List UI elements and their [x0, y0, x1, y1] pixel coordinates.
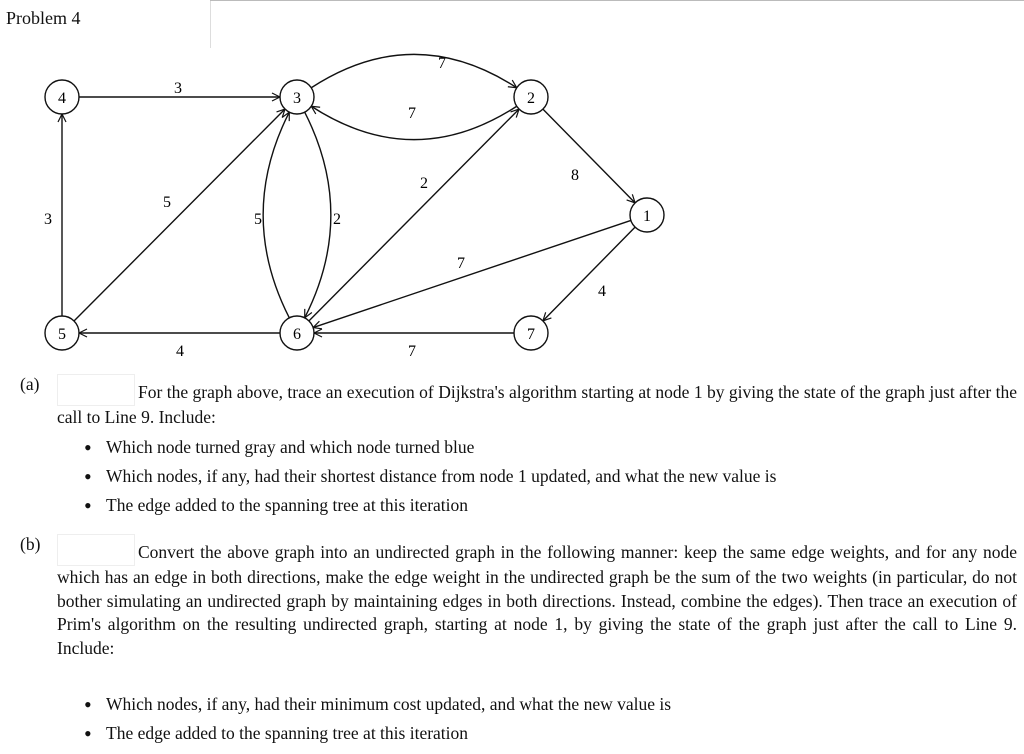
- node-7: [514, 316, 548, 350]
- node-label: 3: [293, 90, 301, 107]
- edge-weight-label: 8: [571, 167, 579, 184]
- edge-weight-label: 2: [420, 175, 428, 192]
- part-b-bullets: [84, 690, 671, 748]
- edge-weight-label: 5: [163, 194, 171, 211]
- list-item: • Which nodes, if any, had their shortest distance from node 1 updated, and what the new value is: [84, 462, 776, 491]
- part-a-text: [57, 374, 1017, 430]
- edge-2-1: [543, 109, 635, 203]
- part-b-text: [57, 534, 1017, 660]
- edge-weight-label: 4: [176, 343, 184, 360]
- node-label: 6: [293, 326, 301, 343]
- node-6: [280, 316, 314, 350]
- edge-weight-label: 7: [408, 105, 416, 122]
- part-b-prompt: Convert the above graph into an undirected graph in the following manner: keep the same edge weights, and for any node which has an edge in both directions, make the edge weight in the undirected graph be the sum of the two weights (in particular, do not bother simulating an undirected graph by maintaining edges in both directions. Instead, combine the edges). Then trace an execution of Prim's algorithm on the resulting undirected graph, starting at node 1, by giving the state of the graph just after the call to Line 9. Include:: [57, 542, 1017, 658]
- list-item: • The edge added to the spanning tree at this iteration: [84, 719, 671, 748]
- edge-1-6: [313, 220, 631, 327]
- edge-weight-label: 7: [438, 55, 446, 72]
- list-item: • The edge added to the spanning tree at this iteration: [84, 491, 776, 520]
- edge-3-2: [311, 54, 516, 87]
- edge-weight-label: 7: [457, 255, 465, 272]
- node-label: 7: [527, 326, 535, 343]
- node-3: [280, 80, 314, 114]
- part-a-bullets: [84, 433, 776, 520]
- edge-1-7: [543, 227, 635, 321]
- edge-6-3: [263, 112, 289, 318]
- answer-box[interactable]: [57, 534, 135, 566]
- edge-weight-label: 5: [254, 211, 262, 228]
- node-label: 4: [58, 90, 66, 107]
- edge-weight-label: 2: [333, 211, 341, 228]
- edge-weight-label: 4: [598, 283, 606, 300]
- part-a-label: (a): [20, 374, 40, 394]
- edge-weight-label: 3: [174, 80, 182, 97]
- node-1: [630, 198, 664, 232]
- node-label: 1: [643, 208, 651, 225]
- node-label: 5: [58, 326, 66, 343]
- node-4: [45, 80, 79, 114]
- problem-title: Problem 4: [6, 8, 81, 28]
- part-b-label: (b): [20, 534, 41, 554]
- list-item: • Which nodes, if any, had their minimum cost updated, and what the new value is: [84, 690, 671, 719]
- answer-box[interactable]: [57, 374, 135, 406]
- directed-graph: [0, 0, 720, 370]
- edge-weight-label: 7: [408, 343, 416, 360]
- edge-weight-label: 3: [44, 211, 52, 228]
- node-2: [514, 80, 548, 114]
- part-a-prompt: For the graph above, trace an execution of Dijkstra's algorithm starting at node 1 by giving the state of the graph just after the call to Line 9. Include:: [57, 382, 1017, 427]
- node-5: [45, 316, 79, 350]
- node-label: 2: [527, 90, 535, 107]
- edge-3-6: [305, 112, 331, 318]
- list-item: • Which node turned gray and which node turned blue: [84, 433, 776, 462]
